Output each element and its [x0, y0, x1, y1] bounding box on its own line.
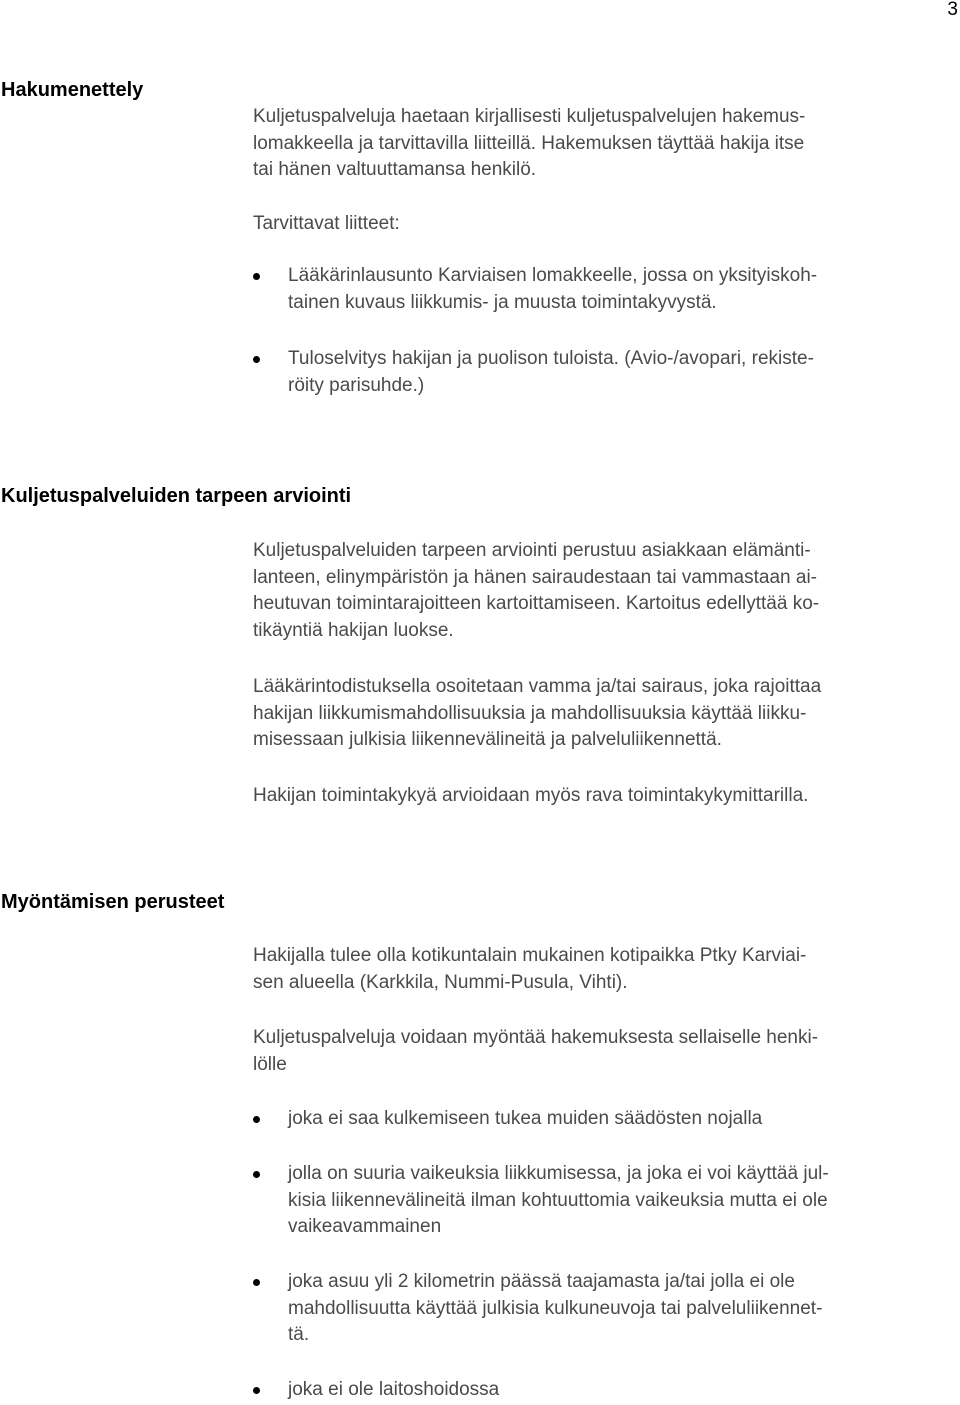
text-line: joka ei saa kulkemiseen tukea muiden säädösten nojalla	[288, 1108, 763, 1129]
text-line: heutuvan toimintarajoitteen kartoittamiseen. Kartoitus edellyttää ko-	[253, 593, 820, 615]
attachments-label	[253, 211, 958, 238]
text-line: mahdollisuutta käyttää julkisia kulkuneuvoja tai palveluliikennet-	[288, 1297, 823, 1319]
section-heading-needs-assessment: Kuljetuspalveluiden tarpeen arviointi	[1, 485, 352, 507]
application-intro-paragraph	[253, 104, 958, 184]
section-heading-hakumenettely: Hakumenettely	[1, 79, 144, 101]
list-item-text	[288, 263, 960, 316]
assessment-paragraph-1	[253, 538, 958, 644]
text-line: röity parisuhde.)	[288, 374, 425, 396]
criteria-paragraph-2	[253, 1025, 958, 1078]
page-number: 3	[947, 0, 958, 20]
text-line: sen alueella (Karkkila, Nummi-Pusula, Vihti).	[253, 971, 628, 993]
criteria-paragraph-1	[253, 943, 958, 996]
text-line: Tarvittavat liitteet:	[253, 213, 400, 234]
text-line: Lääkärintodistuksella osoitetaan vamma ja/tai sairaus, joka rajoittaa	[253, 676, 822, 697]
bullet-icon	[253, 1279, 260, 1286]
text-line: Kuljetuspalveluja haetaan kirjallisesti kuljetuspalvelujen hakemus-	[253, 106, 806, 127]
bullet-icon	[253, 356, 260, 363]
text-line: tainen kuvaus liikkumis- ja muusta toimintakyvystä.	[288, 291, 717, 313]
list-item-text	[288, 1106, 960, 1133]
text-line: hakijan liikkumismahdollisuuksia ja mahdollisuuksia käyttää liikku-	[253, 702, 807, 724]
text-line: Tuloselvitys hakijan ja puolison tuloista. (Avio-/avopari, rekiste-	[288, 348, 814, 369]
text-line: jolla on suuria vaikeuksia liikkumisessa, ja joka ei voi käyttää jul-	[288, 1163, 829, 1184]
text-line: joka ei ole laitoshoidossa	[288, 1379, 500, 1400]
text-line: tikäyntiä hakijan luokse.	[253, 619, 454, 641]
list-item-text	[288, 346, 960, 399]
text-line: kisia liikennevälineitä ilman kohtuuttomia vaikeuksia mutta ei ole	[288, 1189, 828, 1211]
text-line: lölle	[253, 1053, 287, 1075]
text-line: vaikeavammainen	[288, 1216, 442, 1238]
text-line: Lääkärinlausunto Karviaisen lomakkeelle, jossa on yksityiskoh-	[288, 265, 818, 286]
text-line: Hakijalla tulee olla kotikuntalain mukainen kotipaikka Ptky Karviai-	[253, 945, 807, 966]
text-line: joka asuu yli 2 kilometrin päässä taajamasta ja/tai jolla ei ole	[288, 1271, 795, 1292]
list-item-text	[288, 1377, 960, 1404]
text-line: misessaan julkisia liikennevälineitä ja palveluliikennettä.	[253, 729, 722, 751]
bullet-icon	[253, 273, 260, 280]
bullet-icon	[253, 1116, 260, 1123]
text-line: tä.	[288, 1324, 310, 1346]
text-line: lanteen, elinympäristön ja hänen sairaudestaan tai vammastaan ai-	[253, 566, 817, 588]
text-line: Kuljetuspalveluiden tarpeen arviointi perustuu asiakkaan elämänti-	[253, 540, 811, 561]
bullet-icon	[253, 1387, 260, 1394]
text-line: Hakijan toimintakykyä arvioidaan myös rava toimintakykymittarilla.	[253, 785, 809, 806]
bullet-icon	[253, 1171, 260, 1178]
list-item-text	[288, 1269, 960, 1349]
text-line: tai hänen valtuuttamansa henkilö.	[253, 159, 537, 181]
text-line: lomakkeella ja tarvittavilla liitteillä. Hakemuksen täyttää hakija itse	[253, 132, 805, 154]
assessment-paragraph-2	[253, 674, 958, 754]
list-item-text	[288, 1161, 960, 1241]
assessment-paragraph-3	[253, 783, 958, 810]
text-line: Kuljetuspalveluja voidaan myöntää hakemuksesta sellaiselle henki-	[253, 1027, 819, 1048]
section-heading-granting-criteria: Myöntämisen perusteet	[1, 891, 225, 913]
